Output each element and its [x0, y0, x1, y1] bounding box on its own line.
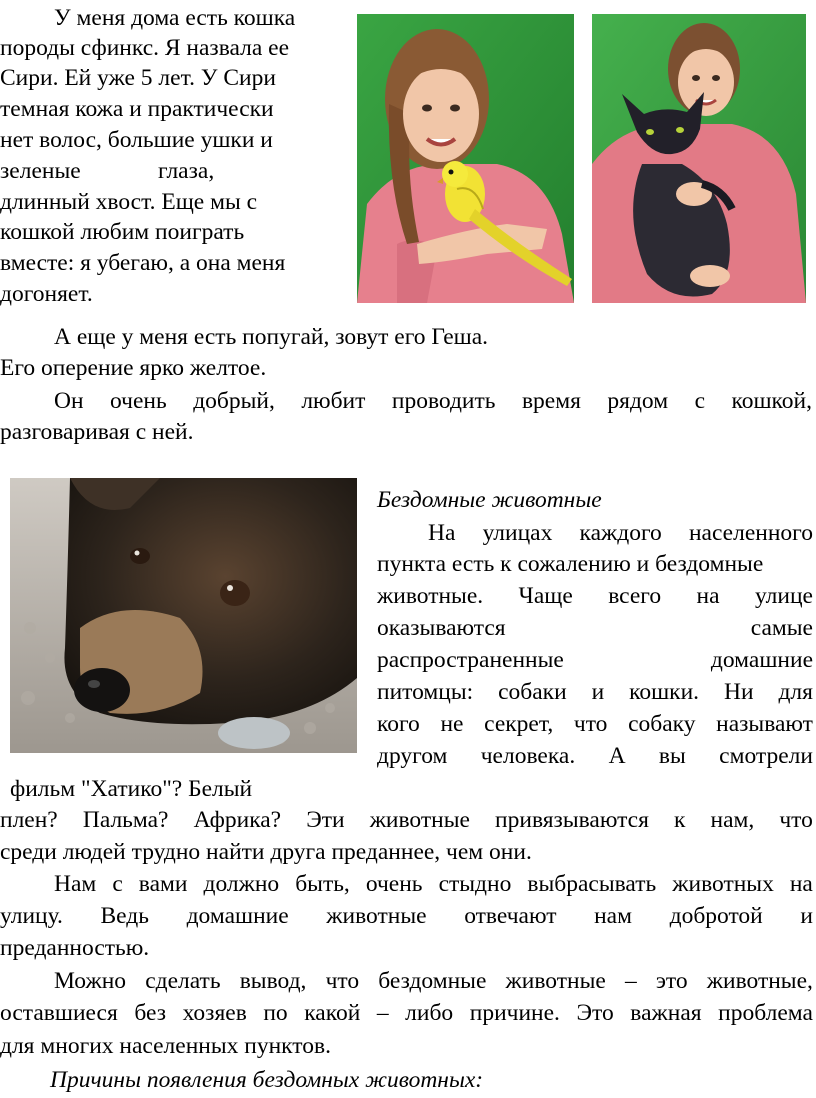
- homeless-dog-photo: [10, 478, 357, 753]
- girl-with-cat-photo: [592, 14, 806, 303]
- homeless-heading: Бездомные животные: [377, 487, 602, 513]
- parrot-line-1: А еще у меня есть попугай, зовут его Геша.: [54, 324, 489, 350]
- shame-line-1: Нам с вами должно быть, очень стыдно выбрасывать животных на: [54, 871, 813, 897]
- intro-line-7: длинный хвост. Еще мы с: [0, 189, 258, 215]
- shame-line-3: преданностью.: [0, 935, 150, 961]
- homeless-cont-line-2: среди людей трудно найти друга преданнее, чем они.: [0, 839, 532, 865]
- intro-line-9: вместе: я убегаю, а она меня: [0, 250, 286, 276]
- intro-line-10: догоняет.: [0, 281, 93, 307]
- homeless-row-4: оказываются самые: [377, 615, 813, 641]
- intro-line-6b: глаза,: [158, 158, 215, 184]
- intro-line-2: породы сфинкс. Я назвала ее: [0, 35, 290, 61]
- friend-line-2: разговаривая с ней.: [0, 419, 194, 445]
- intro-line-5: нет волос, большие ушки и: [0, 127, 273, 153]
- homeless-row-8: другом человека. А вы смотрели: [377, 743, 813, 769]
- homeless-row-1: На улицах каждого населенного: [428, 520, 813, 546]
- intro-line-4: темная кожа и практически: [0, 96, 274, 122]
- homeless-row-6: питомцы: собаки и кошки. Ни для: [377, 679, 813, 705]
- homeless-row-2: пункта есть к сожалению и бездомные: [377, 551, 764, 577]
- homeless-row-7: кого не секрет, что собаку называют: [377, 711, 813, 737]
- film-line: фильм "Хатико"? Белый: [10, 776, 253, 802]
- conclusion-line-2: оставшиеся без хозяев по какой – либо причине. Это важная проблема: [0, 1000, 813, 1026]
- intro-line-6a: зеленые: [0, 158, 81, 184]
- homeless-cont-line-1: плен? Пальма? Африка? Эти животные привязываются к нам, что: [0, 807, 813, 833]
- homeless-row-5: распространенные домашние: [377, 647, 813, 673]
- conclusion-line-1: Можно сделать вывод, что бездомные животные – это животные,: [54, 968, 813, 994]
- reasons-heading: Причины появления бездомных животных:: [50, 1067, 484, 1093]
- conclusion-line-3: для многих населенных пунктов.: [0, 1033, 331, 1059]
- intro-line-8: кошкой любим поиграть: [0, 219, 245, 245]
- friend-line-1: Он очень добрый, любит проводить время рядом с кошкой,: [54, 388, 812, 414]
- girl-with-parrot-photo: [357, 14, 574, 303]
- homeless-row-3: животные. Чаще всего на улице: [377, 583, 813, 609]
- parrot-line-2: Его оперение ярко желтое.: [0, 355, 267, 381]
- intro-line-1: У меня дома есть кошка: [54, 5, 296, 31]
- intro-line-3: Сири. Ей уже 5 лет. У Сири: [0, 65, 276, 91]
- shame-line-2: улицу. Ведь домашние животные отвечают нам добротой и: [0, 903, 813, 929]
